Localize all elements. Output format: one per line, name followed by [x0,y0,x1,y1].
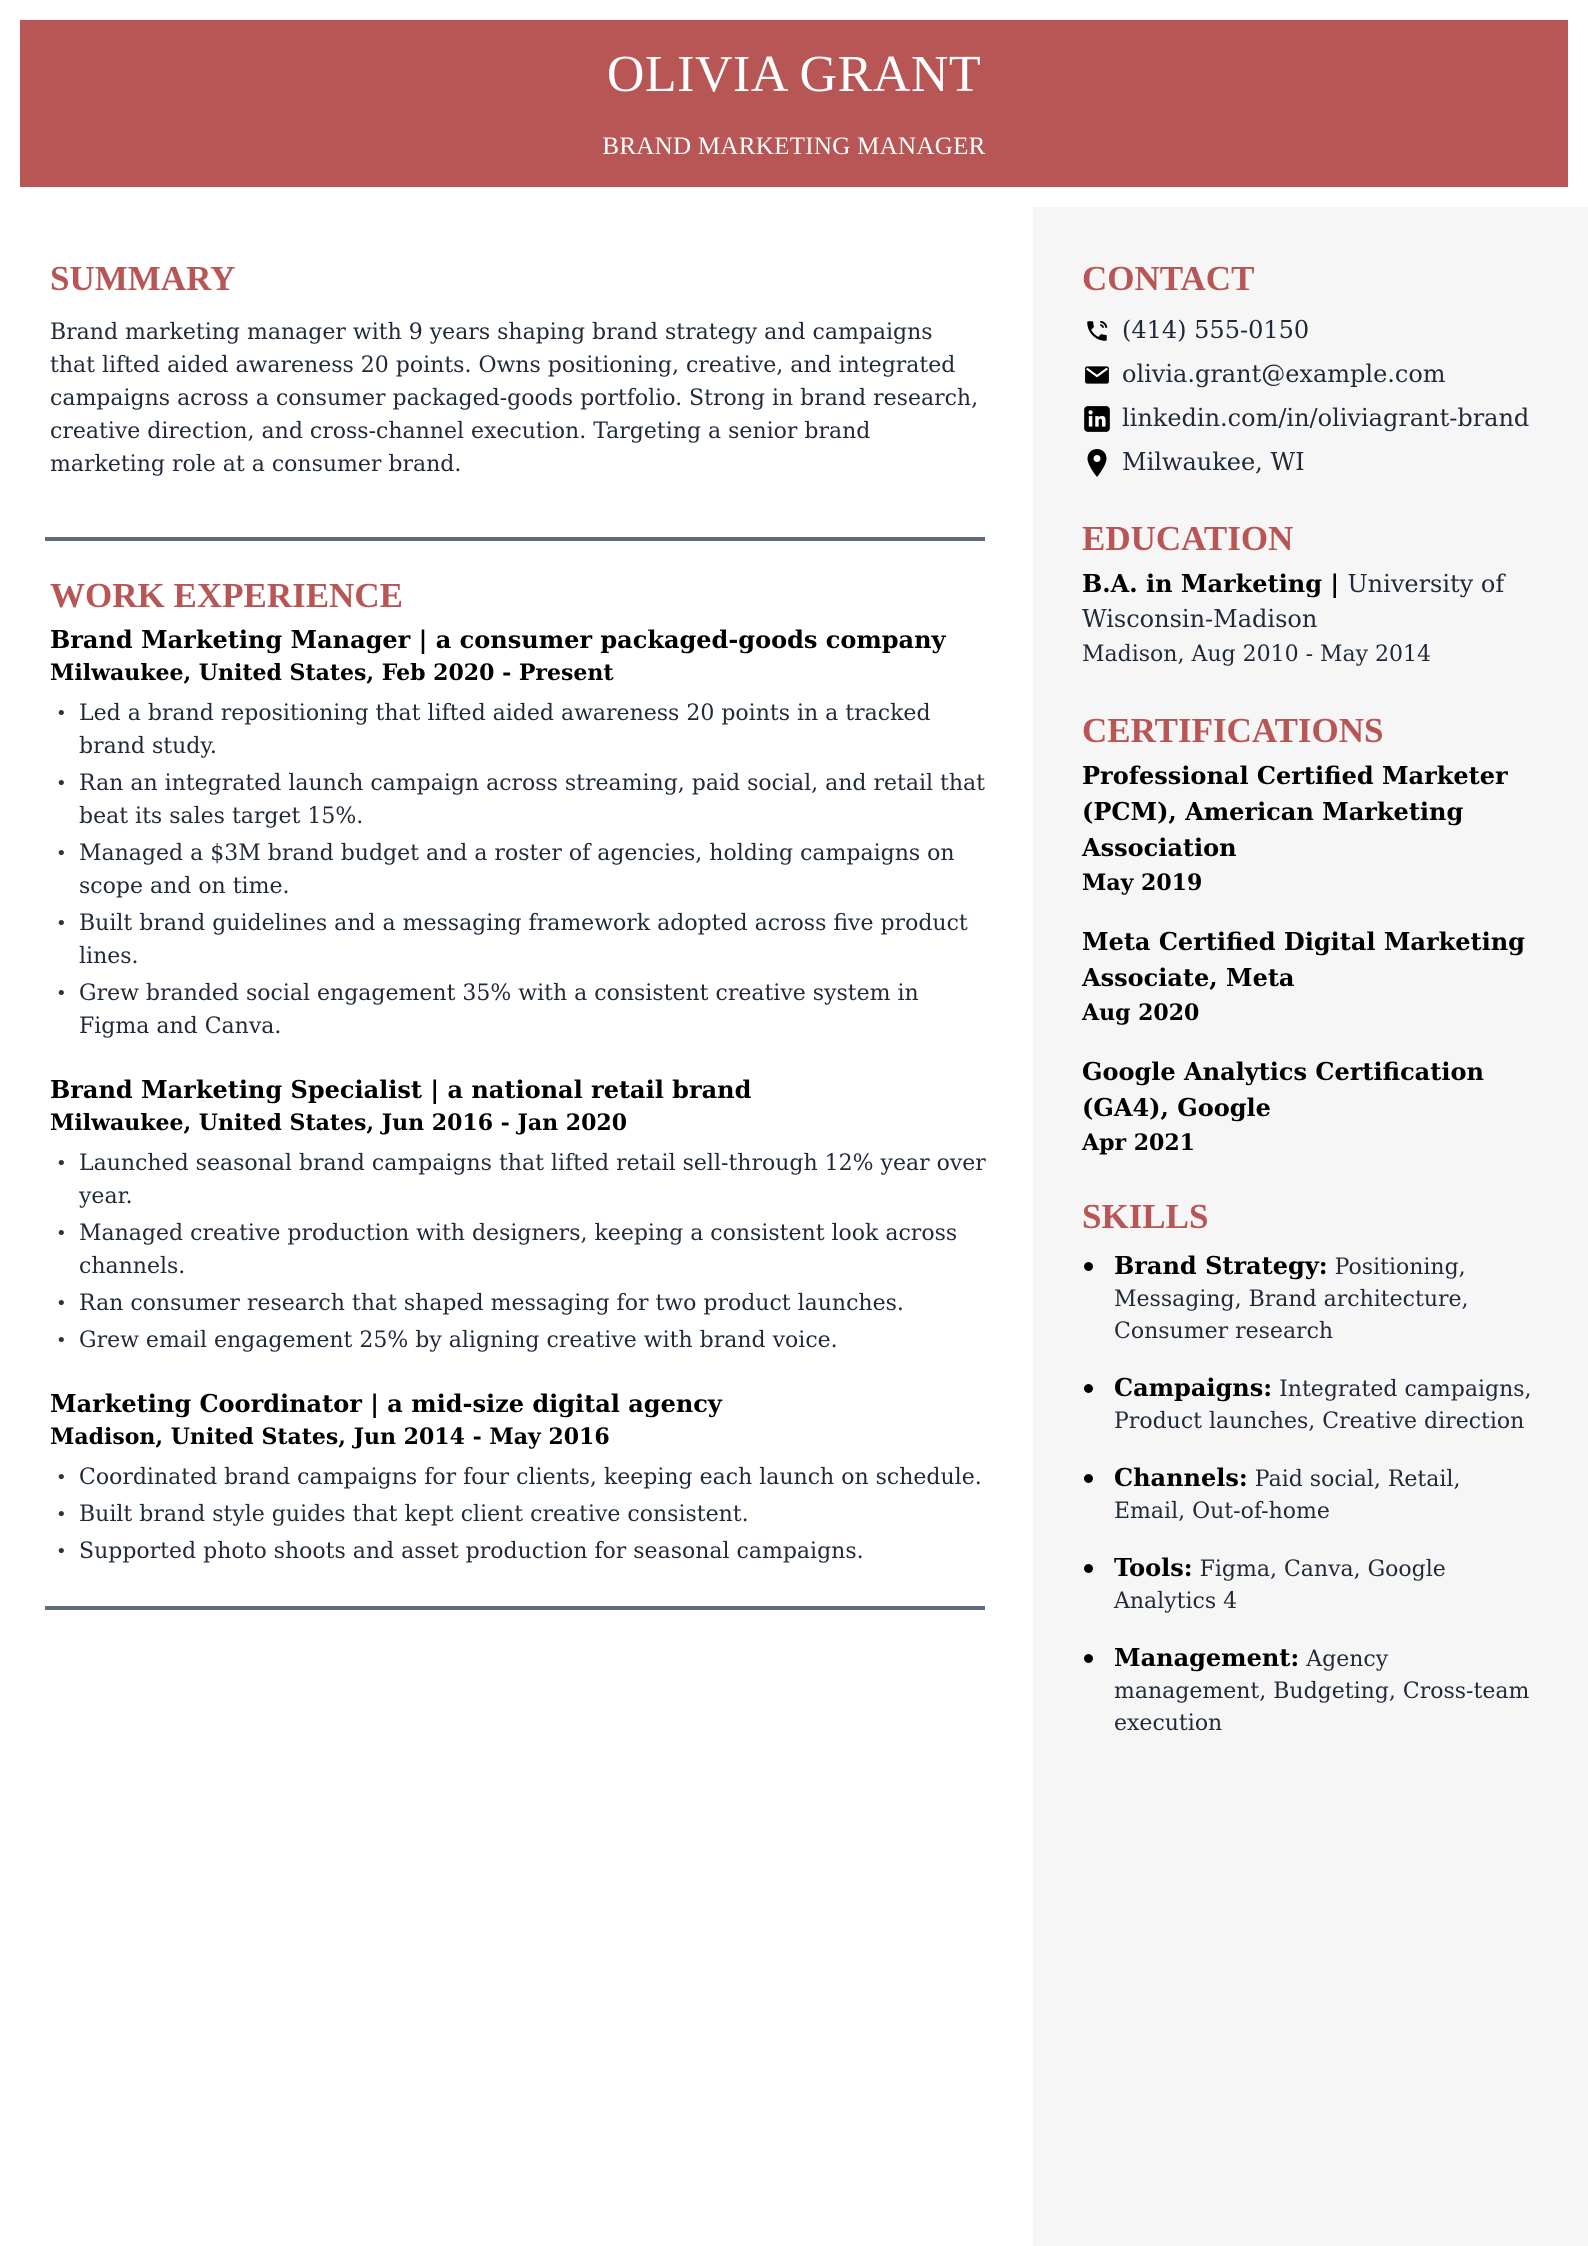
job-bullets [50,1147,990,1357]
email-icon [1082,360,1112,390]
job-entry [50,623,990,1043]
skill-label: Tools: [1114,1553,1193,1582]
skill-item [1082,1642,1537,1740]
certification-entry [1082,758,1537,900]
contact-email-text[interactable]: olivia.grant@example.com [1122,360,1446,388]
summary-title: SUMMARY [50,259,236,298]
summary-text: Brand marketing manager with 9 years shaping brand strategy and campaigns that lifted aided awareness 20 points. Owns positioning, creative, and integrated campaigns across a consumer packaged-goods portfolio. Strong in brand research, creative direction, and cross-channel execution. Targeting a senior brand marketing role at a consumer brand. [50,320,979,477]
education-school: University of Wisconsin-Madison [1082,570,1505,633]
skill-value: Paid social, Retail, Email, Out-of-home [1114,1467,1461,1524]
education-degree: B.A. in Marketing [1082,569,1322,598]
contact-title: CONTACT [1082,259,1255,298]
job-title: Brand Marketing Manager | a consumer packaged-goods company [50,625,946,654]
job-bullets [50,697,990,1043]
education-meta: Madison, Aug 2010 - May 2014 [1082,642,1432,667]
skill-label: Management: [1114,1643,1300,1672]
job-bullet: • Launched seasonal brand campaigns that lifted retail sell-through 12% year over year. [50,1147,990,1213]
contact-linkedin [1082,402,1537,434]
phone-icon [1082,316,1112,346]
job-bullet: • Built brand style guides that kept client creative consistent. [50,1498,990,1531]
skill-item [1082,1552,1537,1618]
job-bullet: • Coordinated brand campaigns for four clients, keeping each launch on schedule. [50,1461,990,1494]
skill-item [1082,1462,1537,1528]
summary-section [50,258,980,481]
skill-value: Agency management, Budgeting, Cross-team execution [1114,1647,1530,1736]
certification-name: Meta Certified Digital Marketing Associate, Meta [1082,927,1525,992]
resume-header [20,20,1568,187]
certification-name: Google Analytics Certification (GA4), Google [1082,1057,1484,1122]
skill-value: Figma, Canva, Google Analytics 4 [1114,1557,1446,1614]
certification-name: Professional Certified Marketer (PCM), American Marketing Association [1082,761,1508,862]
job-meta: Milwaukee, United States, Feb 2020 - Present [50,660,614,686]
sidebar-content [1082,258,1537,1764]
job-bullet: • Grew email engagement 25% by aligning creative with brand voice. [50,1324,990,1357]
education-title: EDUCATION [1082,519,1294,558]
job-bullet: • Grew branded social engagement 35% with a consistent creative system in Figma and Canva. [50,977,990,1043]
candidate-name: OLIVIA GRANT [606,46,982,103]
contact-phone-text[interactable]: (414) 555-0150 [1122,316,1310,344]
skill-label: Brand Strategy: [1114,1251,1328,1280]
job-entry [50,1387,990,1568]
job-entry [50,1073,990,1357]
job-bullet: • Ran an integrated launch campaign across streaming, paid social, and retail that beat its sales target 15%. [50,767,990,833]
contact-phone [1082,314,1537,346]
section-divider [45,537,985,541]
skill-item [1082,1372,1537,1438]
skill-label: Campaigns: [1114,1373,1273,1402]
job-bullets [50,1461,990,1568]
job-bullet: • Ran consumer research that shaped messaging for two product launches. [50,1287,990,1320]
job-meta: Madison, United States, Jun 2014 - May 2016 [50,1424,610,1450]
certification-date: Aug 2020 [1082,1000,1200,1026]
skill-value: Positioning, Messaging, Brand architecture, Consumer research [1114,1255,1469,1344]
contact-location-text: Milwaukee, WI [1122,448,1305,476]
contact-location [1082,446,1537,478]
skills-title: SKILLS [1082,1197,1209,1236]
certifications-title: CERTIFICATIONS [1082,711,1384,750]
skill-label: Channels: [1114,1463,1248,1492]
section-divider [45,1606,985,1610]
certification-entry [1082,924,1537,1030]
job-bullet: • Supported photo shoots and asset production for seasonal campaigns. [50,1535,990,1568]
job-title: Brand Marketing Specialist | a national retail brand [50,1075,752,1104]
education-entry [1082,566,1537,637]
skills-list [1082,1250,1537,1740]
candidate-role: BRAND MARKETING MANAGER [602,133,986,160]
skill-value: Integrated campaigns, Product launches, Creative direction [1114,1377,1532,1434]
certification-entry [1082,1054,1537,1160]
linkedin-icon [1082,404,1112,434]
job-bullet: • Built brand guidelines and a messaging framework adopted across five product lines. [50,907,990,973]
job-bullet: • Managed creative production with designers, keeping a consistent look across channels. [50,1217,990,1283]
location-pin-icon [1082,448,1112,478]
certification-date: May 2019 [1082,870,1203,896]
work-experience-section [50,575,990,1598]
contact-email [1082,358,1537,390]
skill-item [1082,1250,1537,1348]
certification-date: Apr 2021 [1082,1130,1195,1156]
job-bullet: • Led a brand repositioning that lifted aided awareness 20 points in a tracked brand study. [50,697,990,763]
contact-linkedin-text[interactable]: linkedin.com/in/oliviagrant-brand [1122,404,1530,432]
job-meta: Milwaukee, United States, Jun 2016 - Jan 2020 [50,1110,628,1136]
job-bullet: • Managed a $3M brand budget and a roster of agencies, holding campaigns on scope and on time. [50,837,990,903]
education-separator: | [1322,569,1348,598]
job-title: Marketing Coordinator | a mid-size digital agency [50,1389,722,1418]
work-experience-title: WORK EXPERIENCE [50,576,403,615]
